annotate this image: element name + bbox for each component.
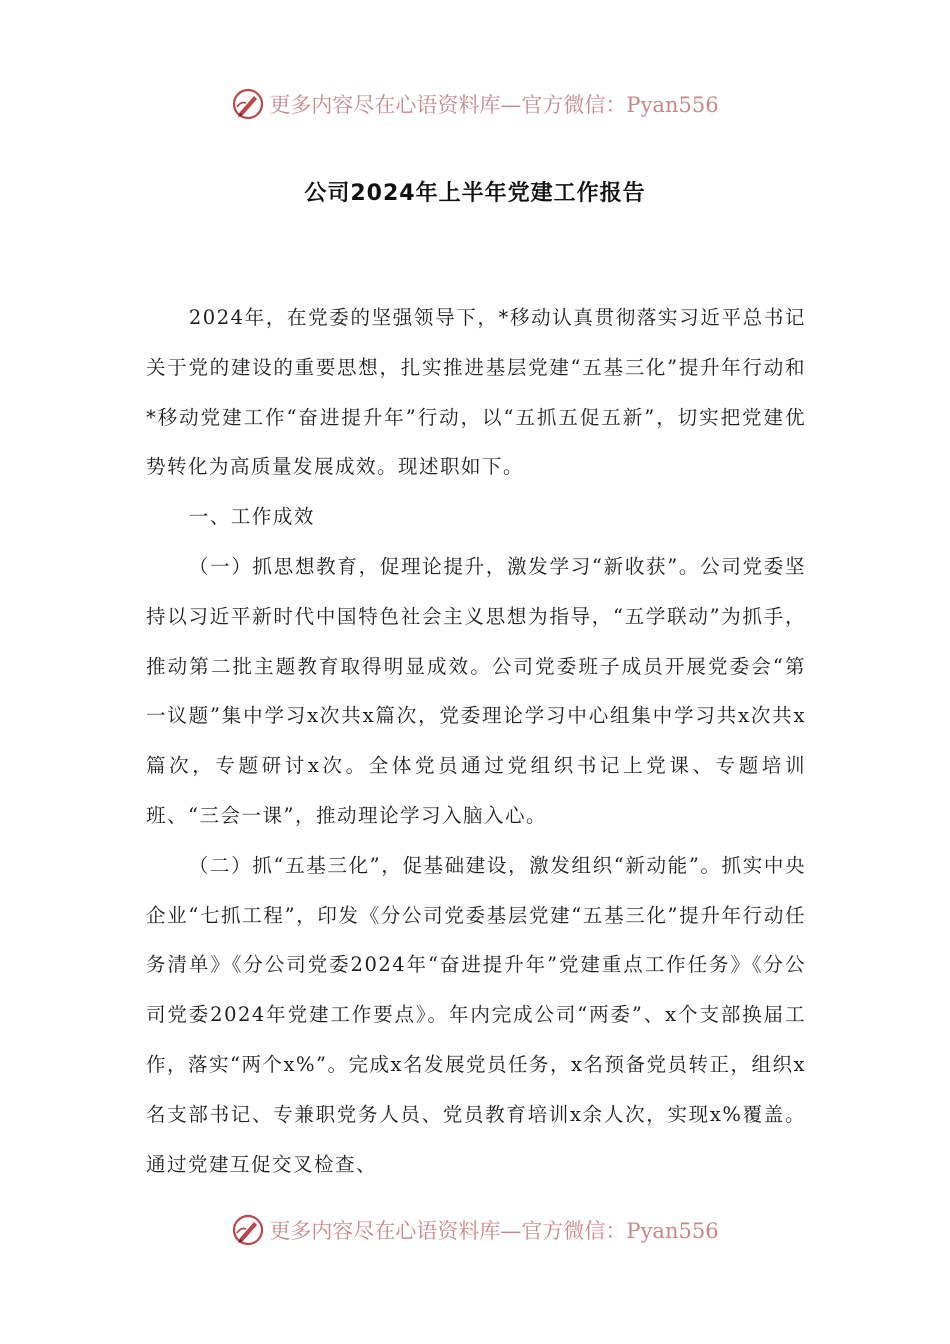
paragraph-item-2: （二）抓“五基三化”，促基础建设，激发组织“新动能”。抓实中央企业“七抓工程”，印发《分公司党委基层党建“五基三化”提升年行动任务清单》《分公司党委2024年“奋进提升年”党建重点工作任务》《分公司党委2024年党建工作要点》。年内完成公司“两委”、x个支部换届工作，落实“两个x%”。完成x名发展党员任务，x名预备党员转正，组织x名支部书记、专兼职党务人员、党员教育培训x余人次，实现x%覆盖。通过党建互促交叉检查、: [146, 853, 806, 1176]
watermark-text: 更多内容尽在心语资料库—官方微信：Pyan556: [269, 1219, 719, 1243]
page-title: 公司2024年上半年党建工作报告: [304, 181, 646, 206]
paragraph-intro: 2024年，在党委的坚强领导下，*移动认真贯彻落实习近平总书记关于党的建设的重要思想，扎实推进基层党建“五基三化”提升年行动和*移动党建工作“奋进提升年”行动，以“五抓五促五新”，切实把党建优势转化为高质量发展成效。现述职如下。: [146, 306, 806, 479]
document-body: [146, 293, 806, 1189]
watermark-banner-top: [0, 82, 950, 126]
section-heading: 一、工作成效: [188, 505, 315, 529]
watermark-banner-bottom: [0, 1208, 950, 1252]
pen-circle-logo-icon: [231, 1213, 265, 1247]
paragraph-item-1: （一）抓思想教育，促理论提升，激发学习“新收获”。公司党委坚持以习近平新时代中国特色社会主义思想为指导，“五学联动”为抓手，推动第二批主题教育取得明显成效。公司党委班子成员开展党委会“第一议题”集中学习x次共x篇次，党委理论学习中心组集中学习共x次共x篇次，专题研讨x次。全体党员通过党组织书记上党课、专题培训班、“三会一课”，推动理论学习入脑入心。: [146, 554, 806, 827]
pen-circle-logo-icon: [231, 87, 265, 121]
watermark-text: 更多内容尽在心语资料库—官方微信：Pyan556: [269, 93, 719, 117]
